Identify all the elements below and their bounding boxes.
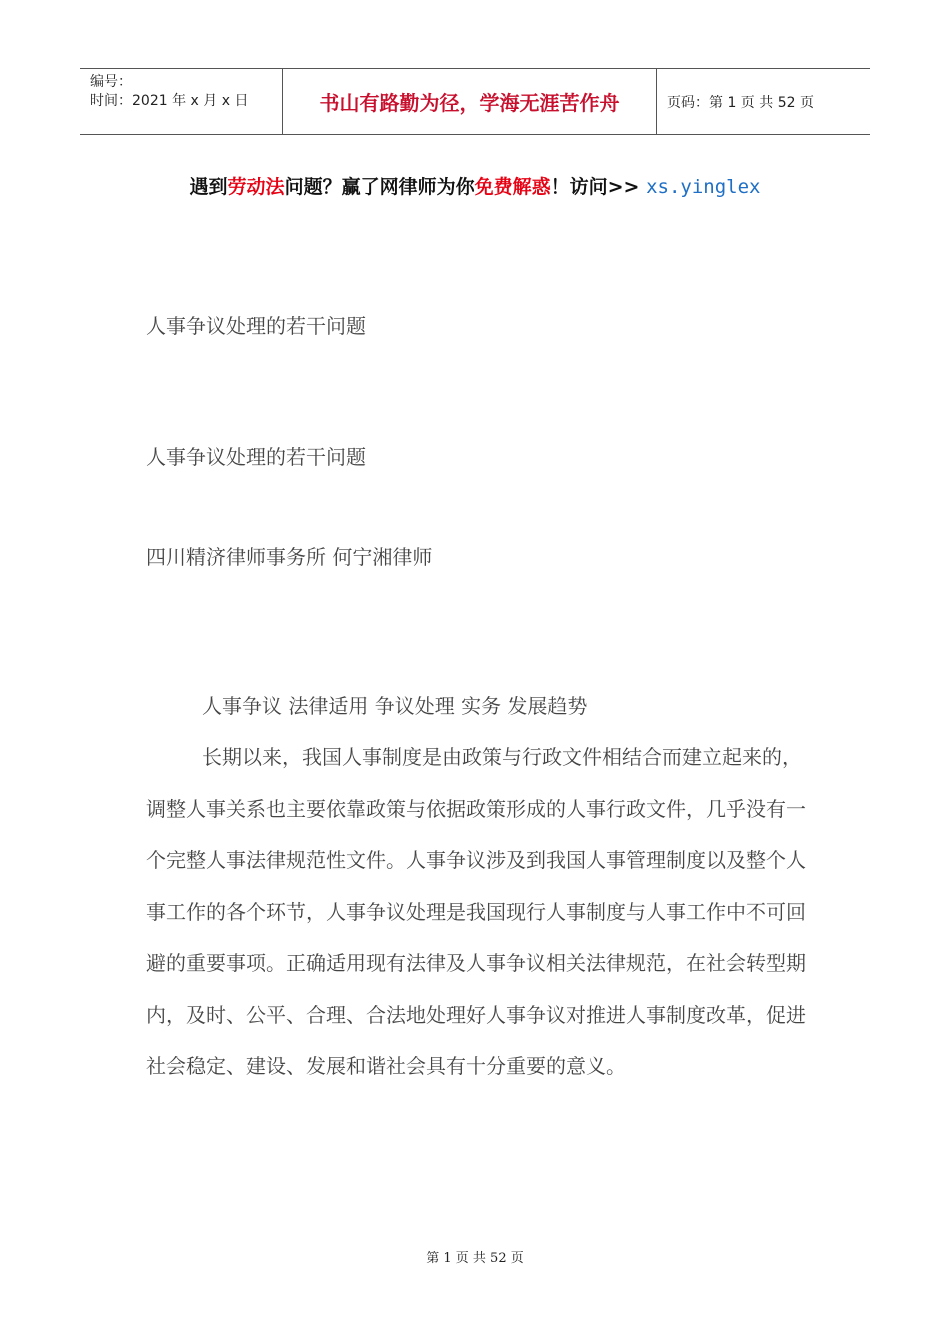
ad-highlight-free: 免费解惑 (474, 176, 551, 198)
ad-banner (0, 172, 950, 199)
doc-title: 人事争议处理的若干问题 (146, 314, 366, 338)
doc-author: 四川精济律师事务所 何宁湘律师 (146, 545, 433, 569)
doc-paragraph: 长期以来，我国人事制度是由政策与行政文件相结合而建立起来的，调整人事关系也主要依靠政策与依据政策形成的人事行政文件，几乎没有一个完整人事法律规范性文件。人事争议涉及到我国人事管理制度以及整个人事工作的各个环节，人事争议处理是我国现行人事制度与人事工作中不可回避的重要事项。正确适用现有法律及人事争议相关法律规范，在社会转型期内，及时、公平、合理、合法地处理好人事争议对推进人事制度改革，促进社会稳定、建设、发展和谐社会具有十分重要的意义。 (146, 745, 806, 1078)
header-page-info: 页码：第 1 页 共 52 页 (667, 94, 814, 111)
page-footer: 第 1 页 共 52 页 (426, 1251, 524, 1266)
header-meta (80, 69, 282, 134)
document-header (80, 68, 870, 135)
doc-keywords: 人事争议 法律适用 争议处理 实务 发展趋势 (202, 694, 588, 718)
ad-highlight-labor-law: 劳动法 (227, 176, 285, 198)
ad-text-3: ！访问>> (550, 176, 647, 198)
header-motto: 书山有路勤为径，学海无涯苦作舟 (282, 69, 657, 134)
number-label: 编号： (90, 74, 132, 90)
ad-link[interactable]: xs.yinglex (646, 176, 761, 198)
time-label: 时间：2021 年 x 月 x 日 (90, 93, 249, 109)
doc-subtitle: 人事争议处理的若干问题 (146, 445, 366, 469)
ad-text-2: 问题？赢了网律师为你 (284, 176, 475, 198)
ad-text-1: 遇到 (189, 176, 228, 198)
